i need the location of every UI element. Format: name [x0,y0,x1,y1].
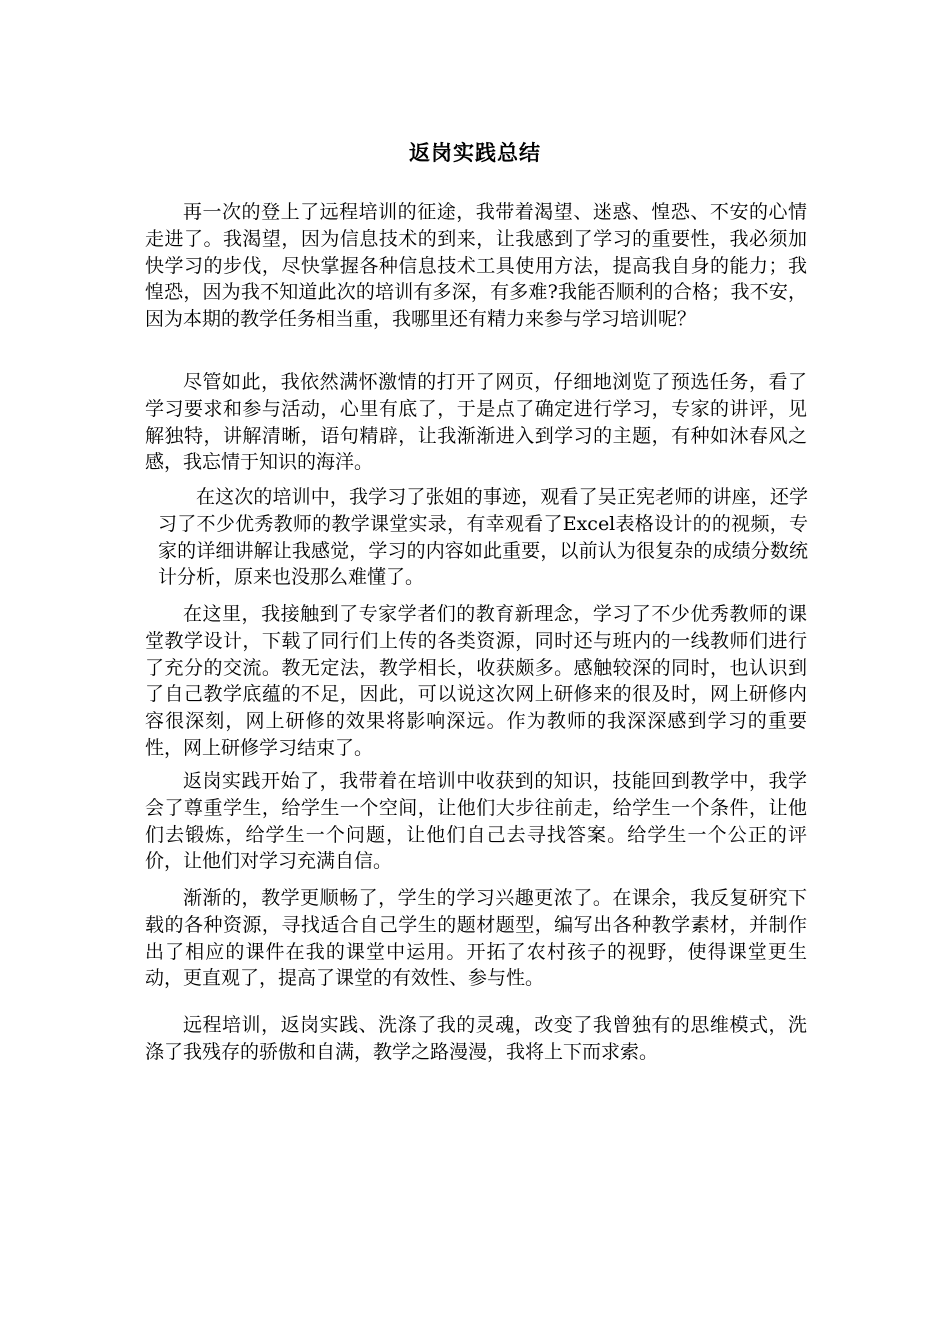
paragraph-5: 返岗实践开始了，我带着在培训中收获到的知识，技能回到教学中，我学会了尊重学生，给学生一个空间，让他们大步往前走，给学生一个条件，让他们去锻炼，给学生一个问题，让他们自己去寻找答案。给学生一个公正的评价，让他们对学习充满自信。 [145,770,807,873]
document-title: 返岗实践总结 [409,141,541,165]
paragraph-3: 在这次的培训中，我学习了张姐的事迹，观看了吴正宪老师的讲座，还学习了不少优秀教师的教学课堂实录，有幸观看了Excel表格设计的的视频，专家的详细讲解让我感觉，学习的内容如此重要，以前认为很复杂的成绩分数统计分析，原来也没那么难懂了。 [158,486,808,589]
paragraph-2: 尽管如此，我依然满怀激情的打开了网页，仔细地浏览了预选任务，看了学习要求和参与活动，心里有底了，于是点了确定进行学习，专家的讲评，见解独特，讲解清晰，语句精辟，让我渐渐进入到学习的主题，有种如沐春风之感，我忘情于知识的海洋。 [145,371,807,474]
paragraph-4: 在这里，我接触到了专家学者们的教育新理念，学习了不少优秀教师的课堂教学设计，下载了同行们上传的各类资源，同时还与班内的一线教师们进行了充分的交流。教无定法，教学相长，收获颇多。感触较深的同时，也认识到了自己教学底蕴的不足，因此，可以说这次网上研修来的很及时，网上研修内容很深刻，网上研修的效果将影响深远。作为教师的我深深感到学习的重要性，网上研修学习结束了。 [145,603,807,759]
paragraph-1: 再一次的登上了远程培训的征途，我带着渴望、迷惑、惶恐、不安的心情走进了。我渴望，因为信息技术的到来，让我感到了学习的重要性，我必须加快学习的步伐，尽快掌握各种信息技术工具使用方法，提高我自身的能力；我惶恐，因为我不知道此次的培训有多深，有多难?我能否顺利的合格；我不安，因为本期的教学任务相当重，我哪里还有精力来参与学习培训呢？ [145,201,807,331]
paragraph-7: 远程培训，返岗实践、洗涤了我的灵魂，改变了我曾独有的思维模式，洗涤了我残存的骄傲和自满，教学之路漫漫，我将上下而求索。 [145,1014,807,1063]
paragraph-6: 渐渐的，教学更顺畅了，学生的学习兴趣更浓了。在课余，我反复研究下载的各种资源，寻找适合自己学生的题材题型，编写出各种教学素材，并制作出了相应的课件在我的课堂中运用。开拓了农村孩子的视野，使得课堂更生动，更直观了，提高了课堂的有效性、参与性。 [145,887,807,990]
